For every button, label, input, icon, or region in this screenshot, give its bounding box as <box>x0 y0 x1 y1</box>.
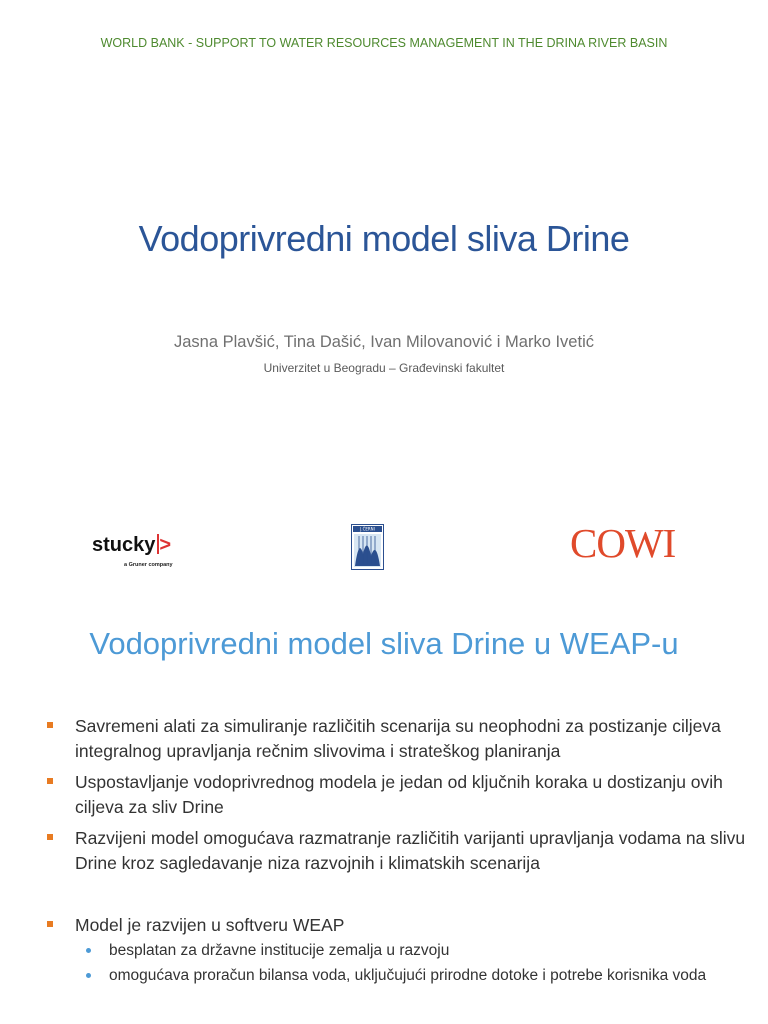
list-item <box>46 770 746 820</box>
document-title: Vodoprivredni model sliva Drine <box>138 218 630 259</box>
jcerni-logo-label: J.ČERNI <box>360 526 375 532</box>
list-item <box>46 913 746 987</box>
cowi-logo: COWI <box>570 520 676 566</box>
bullet-square-icon <box>47 778 53 784</box>
header-banner: WORLD BANK - SUPPORT TO WATER RESOURCES MANAGEMENT IN THE DRINA RIVER BASIN <box>100 36 668 50</box>
sub-bullet-list <box>75 940 746 987</box>
bullet-text: Uspostavljanje vodoprivrednog modela je jedan od ključnih koraka u dostizanju ovih ciljeva za sliv Drine <box>75 772 723 817</box>
sub-bullet-text: besplatan za državne institucije zemalja u razvoju <box>109 942 450 959</box>
stucky-logo <box>92 534 173 568</box>
affiliation: Univerzitet u Beogradu – Građevinski fakultet <box>263 361 505 375</box>
section-subtitle: Vodoprivredni model sliva Drine u WEAP-u <box>89 626 679 661</box>
bullet-list <box>46 714 746 882</box>
bullet-text: Razvijeni model omogućava razmatranje različitih varijanti upravljanja vodama na slivu Drine kroz sagledavanje niza razvojnih i klimatskih scenarija <box>75 828 746 873</box>
stucky-logo-arrow: > <box>159 534 172 556</box>
sub-list-item <box>75 965 746 987</box>
bullet-dot-icon <box>86 948 91 953</box>
bullet-square-icon <box>47 834 53 840</box>
sub-bullet-text: omogućava proračun bilansa voda, uključujući prirodne dotoke i potrebe korisnika voda <box>109 967 707 984</box>
list-item <box>46 826 746 876</box>
list-item <box>46 714 746 764</box>
bullet-list-weap <box>46 913 746 990</box>
jcerni-logo <box>351 524 384 570</box>
stucky-logo-word: stucky <box>92 534 156 556</box>
stucky-logo-tagline: a Gruner company <box>124 562 173 568</box>
bullet-square-icon <box>47 722 53 728</box>
sub-list-item <box>75 940 746 962</box>
bullet-text: Savremeni alati za simuliranje različitih scenarija su neophodni za postizanje ciljeva integralnog upravljanja rečnim slivovima i strateškog planiranja <box>75 716 721 761</box>
bullet-text: Model je razvijen u softveru WEAP <box>75 915 345 935</box>
bullet-square-icon <box>47 921 53 927</box>
bullet-dot-icon <box>86 973 91 978</box>
authors: Jasna Plavšić, Tina Dašić, Ivan Milovanović i Marko Ivetić <box>174 333 594 351</box>
